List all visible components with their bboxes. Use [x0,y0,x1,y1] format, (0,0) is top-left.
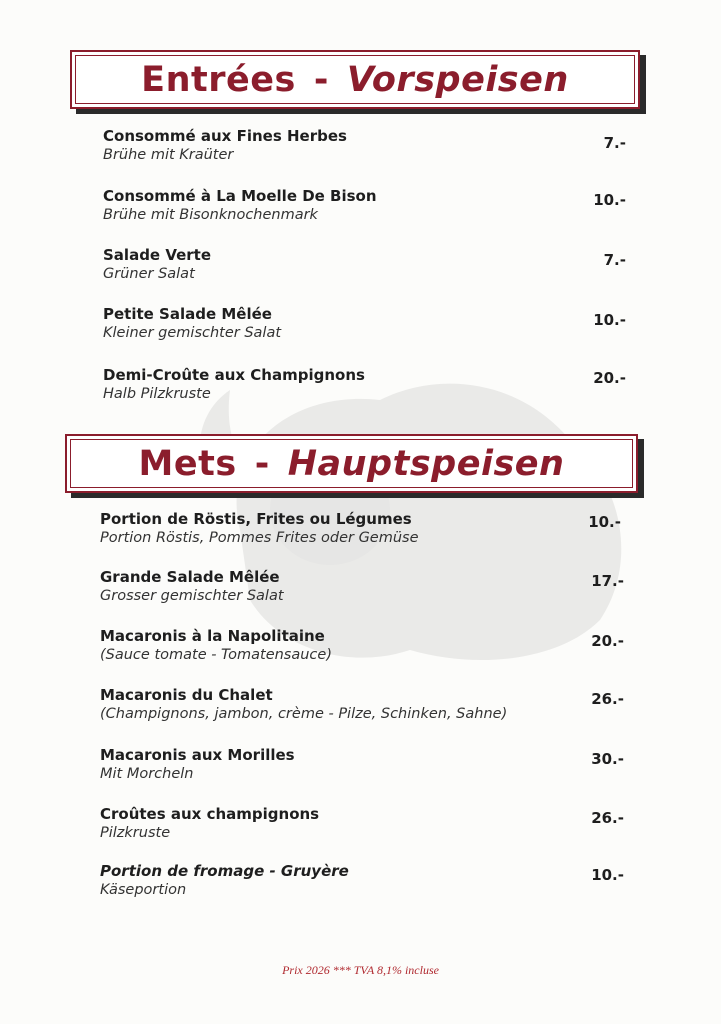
menu-item [0,366,721,410]
item-name-de: Käseportion [100,882,187,898]
item-name-de: Brühe mit Bisonknochenmark [103,207,318,223]
menu-item [0,746,721,790]
item-name-de: Mit Morcheln [100,766,194,782]
item-price: 10.- [593,311,626,329]
section-title-fr: Mets [138,443,237,484]
item-name-de: Portion Röstis, Pommes Frites oder Gemüse [100,530,419,546]
item-name-fr: Demi-Croûte aux Champignons [103,366,365,384]
item-name-fr: Consommé aux Fines Herbes [103,127,347,145]
item-price: 20.- [591,632,624,650]
item-name-de: Brühe mit Kraüter [103,147,234,163]
item-name-de: Halb Pilzkruste [103,386,211,402]
menu-item [0,568,721,612]
menu-item [0,805,721,849]
item-name-de: (Champignons, jambon, crème - Pilze, Schinken, Sahne) [100,706,508,722]
item-price: 26.- [591,809,624,827]
menu-item [0,510,721,554]
item-name-fr: Macaronis à la Napolitaine [100,627,325,645]
section-title-separator: - [313,59,329,100]
item-name-fr: Portion de Röstis, Frites ou Légumes [100,510,412,528]
item-name-fr: Portion de fromage - Gruyère [100,862,349,880]
item-price: 30.- [591,750,624,768]
item-name-de: (Sauce tomate - Tomatensauce) [100,647,332,663]
item-name-de: Grüner Salat [103,266,195,282]
price-footer-note: Prix 2026 *** TVA 8,1% incluse [282,963,439,977]
menu-item [0,127,721,171]
section-header-entrees [70,50,640,109]
item-price: 26.- [591,690,624,708]
item-price: 17.- [591,572,624,590]
menu-item [0,686,721,730]
item-name-fr: Consommé à La Moelle De Bison [103,187,377,205]
menu-item [0,627,721,671]
item-name-de: Pilzkruste [100,825,171,841]
menu-item [0,305,721,349]
item-name-fr: Salade Verte [103,246,212,264]
item-name-de: Grosser gemischter Salat [100,588,284,604]
menu-item [0,862,721,906]
item-price: 10.- [593,191,626,209]
section-title [72,52,638,107]
section-title-fr: Entrées [141,59,296,100]
menu-item [0,187,721,231]
section-header-mets [65,434,638,493]
item-name-fr: Petite Salade Mêlée [103,305,272,323]
menu-item [0,246,721,290]
item-price: 10.- [588,513,621,531]
section-title-de: Vorspeisen [346,59,569,100]
item-name-fr: Macaronis du Chalet [100,686,273,704]
section-title-de: Hauptspeisen [287,443,565,484]
item-name-de: Kleiner gemischter Salat [103,325,282,341]
item-name-fr: Grande Salade Mêlée [100,568,280,586]
item-price: 7.- [603,251,626,269]
item-price: 10.- [591,866,624,884]
item-price: 20.- [593,369,626,387]
item-name-fr: Macaronis aux Morilles [100,746,295,764]
section-title [67,436,636,491]
item-name-fr: Croûtes aux champignons [100,805,320,823]
item-price: 7.- [603,134,626,152]
section-title-separator: - [254,443,270,484]
